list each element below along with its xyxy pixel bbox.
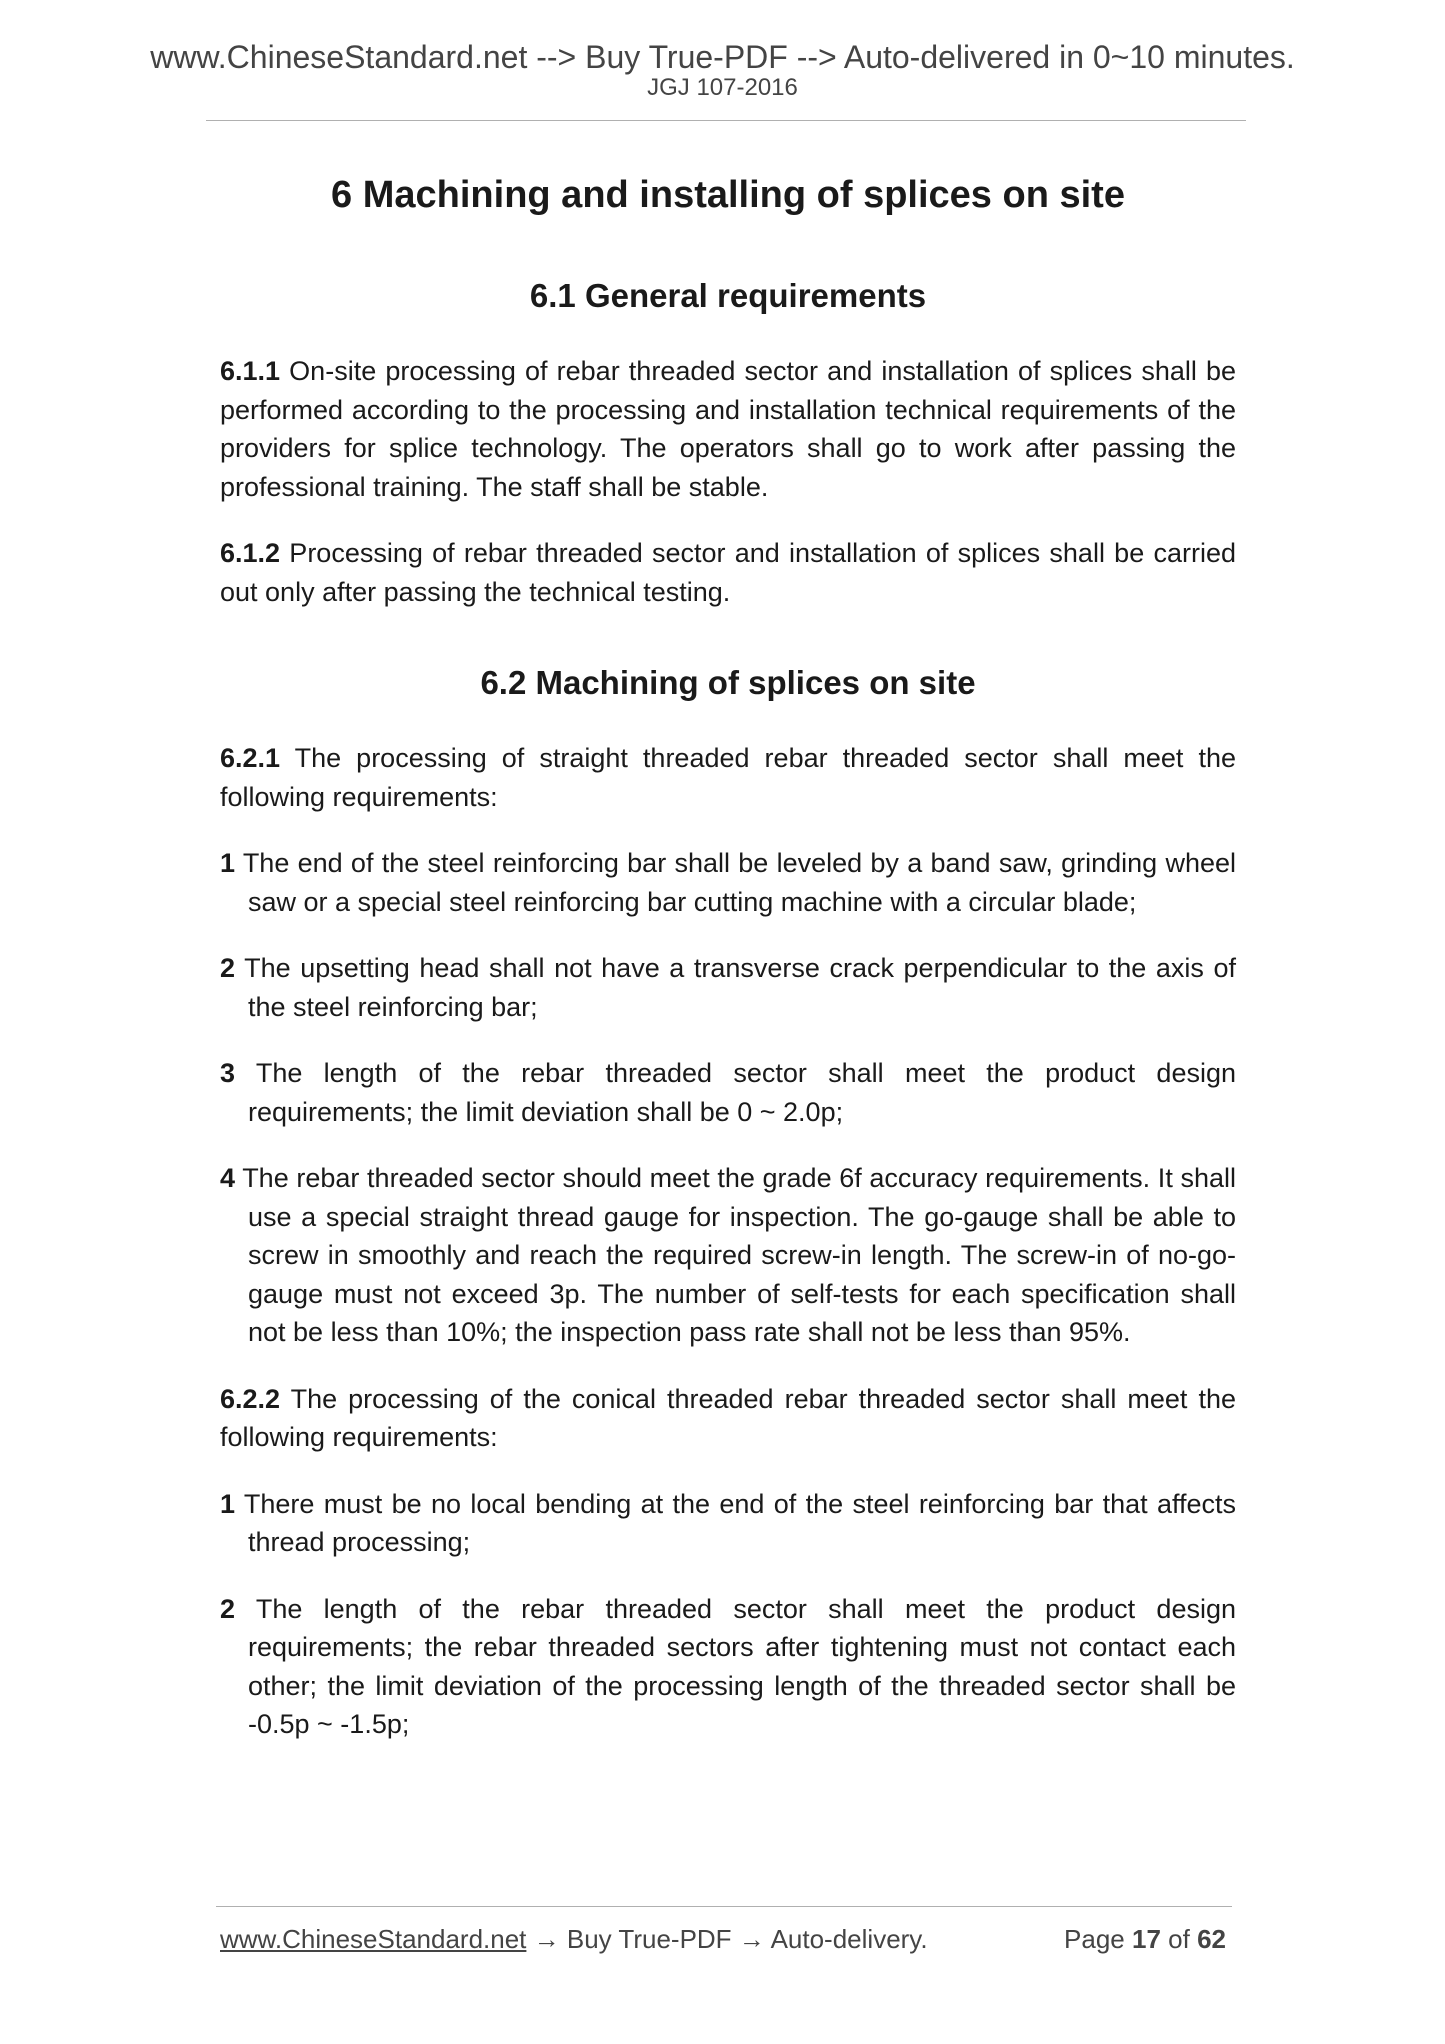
list-item bbox=[220, 949, 1236, 1026]
standard-code: JGJ 107-2016 bbox=[647, 74, 798, 101]
footer-site-link[interactable]: www.ChineseStandard.net bbox=[220, 1924, 527, 1954]
section-title-6-1: 6.1 General requirements bbox=[529, 277, 927, 314]
clause-number: 6.1.2 bbox=[220, 538, 281, 568]
item-text: The rebar threaded sector should meet the grade 6f accuracy requirements. It shall use a special straight thread gauge for inspection. The go-gauge shall be able to screw in smoothly and reach the required screw-in length. The screw-in of no-go-gauge must not exceed 3p. The number of self-tests for each specification shall not be less than 10%; the inspection pass rate shall not be less than 95%. bbox=[235, 1163, 1236, 1347]
clause-6-1-2 bbox=[220, 534, 1236, 611]
clause-6-2-1 bbox=[220, 739, 1236, 816]
item-text: The length of the rebar threaded sector shall meet the product design requirements; the rebar threaded sectors after tightening must not contact each other; the limit deviation of the processing length of the threaded sector shall be -0.5p ~ -1.5p; bbox=[235, 1593, 1236, 1739]
section-title-6-2: 6.2 Machining of splices on site bbox=[480, 664, 976, 701]
page-label: Page bbox=[1064, 1924, 1125, 1954]
clause-number: 6.2.1 bbox=[220, 743, 281, 773]
clause-6-1-1 bbox=[220, 352, 1236, 506]
total-pages: 62 bbox=[1197, 1924, 1226, 1954]
clause-number: 6.2.2 bbox=[220, 1383, 281, 1414]
clause-6-2-2 bbox=[220, 1380, 1236, 1457]
item-number: 1 bbox=[220, 848, 236, 878]
footer-delivery-text: → Buy True-PDF → Auto-delivery. bbox=[526, 1924, 928, 1954]
item-text: There must be no local bending at the end of the steel reinforcing bar that affects thread processing; bbox=[235, 1488, 1236, 1557]
clause-text: Processing of rebar threaded sector and installation of splices shall be carried out only after passing the technical testing. bbox=[220, 538, 1236, 607]
clause-text: The processing of straight threaded rebar threaded sector shall meet the following requirements: bbox=[220, 743, 1236, 812]
header-divider bbox=[206, 120, 1246, 121]
clause-number: 6.1.1 bbox=[220, 356, 281, 386]
list-item bbox=[220, 844, 1236, 921]
footer-divider bbox=[216, 1906, 1232, 1907]
list-item bbox=[220, 1590, 1236, 1744]
item-text: The end of the steel reinforcing bar shall be leveled by a band saw, grinding wheel saw or a special steel reinforcing bar cutting machine with a circular blade; bbox=[235, 848, 1236, 917]
list-item bbox=[220, 1485, 1236, 1562]
list-item bbox=[220, 1159, 1236, 1352]
list-item bbox=[220, 1054, 1236, 1131]
item-number: 3 bbox=[220, 1058, 236, 1088]
page-number: 17 bbox=[1132, 1924, 1161, 1954]
page-content bbox=[220, 168, 1236, 1744]
page-footer bbox=[220, 1922, 1226, 1956]
of-label: of bbox=[1168, 1924, 1190, 1954]
top-banner: www.ChineseStandard.net --> Buy True-PDF --> Auto-delivered in 0~10 minutes. bbox=[150, 39, 1295, 75]
item-text: The length of the rebar threaded sector shall meet the product design requirements; the limit deviation shall be 0 ~ 2.0p; bbox=[235, 1058, 1236, 1127]
chapter-title: 6 Machining and installing of splices on site bbox=[331, 174, 1125, 216]
item-text: The upsetting head shall not have a transverse crack perpendicular to the axis of the steel reinforcing bar; bbox=[235, 953, 1236, 1022]
item-number: 2 bbox=[220, 1593, 236, 1624]
item-number: 1 bbox=[220, 1488, 236, 1519]
page-indicator bbox=[1064, 1922, 1226, 1956]
clause-text: The processing of the conical threaded rebar threaded sector shall meet the following requirements: bbox=[220, 1383, 1236, 1452]
clause-text: On-site processing of rebar threaded sector and installation of splices shall be performed according to the processing and installation technical requirements of the providers for splice technology. The operators shall go to work after passing the professional training. The staff shall be stable. bbox=[220, 356, 1236, 502]
item-number: 2 bbox=[220, 953, 236, 983]
item-number: 4 bbox=[220, 1163, 236, 1193]
